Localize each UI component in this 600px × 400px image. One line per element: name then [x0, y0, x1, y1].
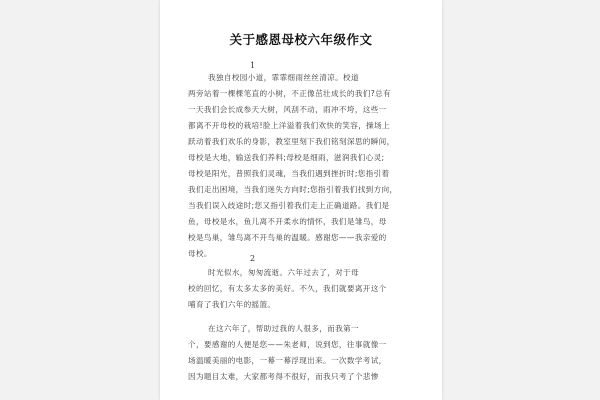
- paragraph-line: 因为题目太难，大家都考得不很好，而我只考了个悲惨: [188, 372, 379, 381]
- paragraph-line: 校是鸟巢，雏鸟离不开鸟巢的温暖。感谢您——我亲爱的: [188, 233, 387, 242]
- paragraph-line: 我独自校园小道，霏霏细雨丝丝清凉。校道: [208, 73, 359, 82]
- paragraph-line: 个，要感谢的人便是您——朱老师，说到您，往事就像一: [188, 340, 387, 349]
- paragraph-line: 校的回忆，有太多太多的美好。不久，我们就要离开这个: [188, 284, 387, 293]
- paragraph-line: 在这六年了，帮助过我的人很多，而我第一: [208, 324, 359, 333]
- paragraph-line: 场温暖美丽的电影，一幕一幕浮现出来。一次数学考试，: [188, 356, 387, 365]
- section-number: 1: [250, 61, 256, 70]
- paragraph-line: 母校是大地，输送我们养料;母校是细雨，滋润我们心灵;: [188, 153, 385, 162]
- paragraph-line: 都离不开母校的栽培!脸上洋溢着我们欢快的笑容，操场上: [188, 121, 390, 130]
- paragraph-line: 时光似水，匆匆流逝。六年过去了，对于母: [208, 268, 359, 277]
- paragraph-line: 母校。: [188, 249, 212, 258]
- paragraph-line: 跃动着我们欢乐的身影，教室里刻下我们铭刻深思的瞬间，: [188, 137, 395, 146]
- paragraph-line: 母校是阳光，普照我们灵魂，当我们遇到挫折时;您指引着: [188, 169, 390, 178]
- paragraph-line: 两旁站着一棵棵笔直的小树，不正像茁壮成长的我们?总有: [188, 89, 391, 98]
- section-number: 2: [250, 254, 256, 263]
- paragraph-line: 我们走出困境，当我们迷失方向时;您指引着我们找到方向，: [188, 185, 398, 194]
- paragraph-line: 一天我们会长成参天大树，风刮不动，雨冲不垮，这些一: [188, 105, 387, 114]
- paragraph-line: 当我们误入歧途时;您又指引着我们走上正确道路。我们是: [188, 201, 390, 210]
- document-page: [160, 0, 442, 400]
- paragraph-line: 鱼，母校是水，鱼儿离不开柔水的情怀，我们是雏鸟，母: [188, 217, 387, 226]
- paragraph-line: 哺育了我们六年的摇篮。: [188, 300, 276, 309]
- document-title: 关于感恩母校六年级作文: [229, 32, 373, 47]
